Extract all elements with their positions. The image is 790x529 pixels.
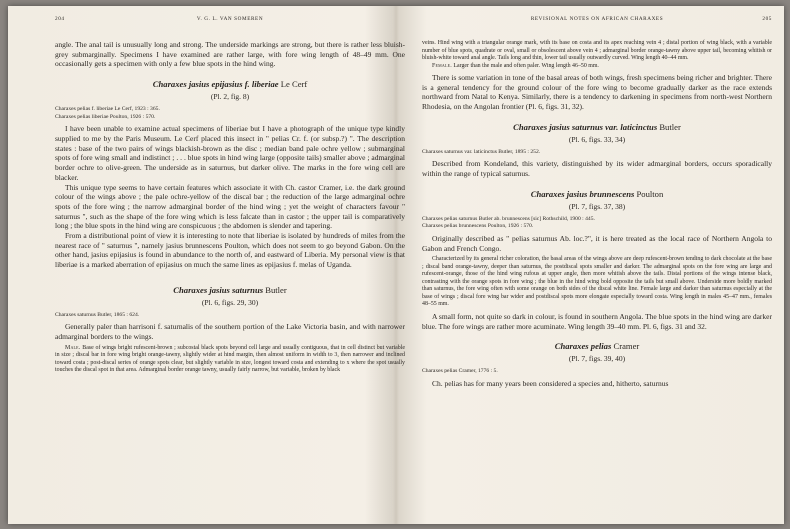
heading-laticinctus: [422, 122, 772, 133]
plate-ref-laticinctus: (Pl. 6, figs. 33, 34): [568, 134, 626, 144]
plate-ref-pelias: (Pl. 7, figs. 39, 40): [568, 354, 626, 364]
synonym-laticinctus: Charaxes saturnus var. laticinctus Butler, 1895 : 252.: [422, 148, 541, 155]
left-running-head: [55, 16, 405, 26]
heading-saturnus: [55, 285, 405, 296]
female-description-text: Larger than the male and often paler. Wing length 46–50 mm.: [453, 62, 599, 69]
heading-brunnescens-author: Poulton: [636, 188, 664, 199]
plate-ref-saturnus: (Pl. 6, figs. 29, 30): [201, 297, 259, 307]
right-paragraph-last: Ch. pelias has for many years been considered a species and, hitherto, saturnus: [432, 378, 669, 388]
male-description: [55, 345, 405, 375]
left-paragraph-1: angle. The anal tail is unusually long and strong. The underside markings are strong, but there is rather less bluish-grey submarginally. Specimens I have examined are rather large, with fore wing length of 48–49 mm. One occasionally gets a specimen with only a few blue spots in the hind wing.: [55, 40, 405, 69]
right-paragraph-kondeland: Described from Kondeland, this variety, distinguished by its wider admarginal borders, occurs sporadically within the range of typical saturnus.: [422, 159, 772, 179]
left-paragraph-4: From a distributional point of view it is interesting to note that liberiae is isolated by hundreds of miles from the nearest race of " saturnus ", namely jasius brunnescens Poulton, which does not seem to go beyond Gabon. On the other hand, jasius epijasius is found in abundance to the north of, and eastward of Liberia. My personal view is that liberiae is a marked aberration of epijasius on much the same lines as epijasius f. melas of Uganda.: [55, 231, 405, 270]
left-paragraph-5: Generally paler than harrisoni f. saturnalis of the southern portion of the Lake Victoria basin, and with narrower admarginal borders to the wings.: [55, 322, 405, 342]
synonym-liberiae-1: Charaxes pelias f. liberiae Le Cerf, 1923 : 365.: [55, 106, 160, 113]
synonym-liberiae-2: Charaxes pelias liberiae Poulton, 1926 : 570.: [55, 113, 156, 120]
right-paragraph-originally: Originally described as " pelias saturnus Ab. loc.?", it is here treated as the local race of Northern Angola to Gabon and French Congo.: [422, 234, 772, 253]
synonym-saturnus: Charaxes saturnus Butler, 1865 : 624.: [55, 311, 140, 318]
male-label: Male.: [65, 344, 81, 351]
left-paragraph-3: This unique type seems to have certain features which associate it with Ch. castor Cramer, i.e. the dark ground colour of the wings above ; the pale ochre-yellow of the discal bar ; the reduction of the large admarginal ochre spots of the fore wing ; the narrow admarginal border of the hind wing ; yet the weight of characters favour " saturnus ", such as the shape of the fore wing which is less falcate than in castor ; the upper tail is comparatively long ; the blue spots in the hind wing are conspicuous ; the abdomen is slender and tapering.: [55, 182, 405, 231]
heading-saturnus-name: Charaxes jasius saturnus: [173, 284, 264, 295]
heading-brunnescens: [422, 189, 772, 200]
female-label: Female.: [432, 62, 452, 69]
synonym-brunnescens-1: Charaxes pelias saturnus Butler ab. brunnescens [sic] Rothschild, 1900 : 445.: [422, 215, 595, 222]
heading-pelias-name: Charaxes pelias: [554, 341, 612, 352]
heading-liberiae: [55, 79, 405, 90]
synonym-pelias: Charaxes pelias Cramer, 1776 : 5.: [422, 368, 498, 375]
right-running-title: REVISIONAL NOTES ON AFRICAN CHARAXES: [530, 16, 664, 22]
right-running-head: [422, 16, 772, 26]
heading-saturnus-author: Butler: [265, 284, 287, 295]
male-description-text: Base of wings bright rufescent-brown ; subcostal black spots beyond cell large and usually contiguous, that in cell distinct but variable in size ; discal bar in fore wing bright orange-tawny, slightly wider at hind margin, then almost uniform in width to 3, then narrower and inclined toward costa ; post-discal series of orange spots clear, but slightly variable in size, longest toward costa and extending to x where the spot usually touches the discal spot in that area. Admarginal border orange tawny, usually fairly narrow, but variable, broken by black: [55, 344, 405, 374]
left-page: [55, 16, 405, 375]
heading-laticinctus-author: Butler: [659, 121, 681, 132]
heading-liberiae-name: Charaxes jasius epijasius f. liberiae: [152, 79, 279, 90]
right-paragraph-variation: There is some variation in tone of the basal areas of both wings, fresh specimens being richer and brighter. There is a general tendency for the ground colour of the fore wing to become gradually darker as the race extends northward from Natal to Kenya. Similarly, there is a tendency to darkening in specimens from north-west Northern Rhodesia, on the Angolan frontier (Pl. 6, figs. 31, 32).: [422, 73, 772, 112]
left-running-title: V. G. L. VAN SOMEREN: [196, 16, 264, 22]
book-spread: [8, 6, 784, 524]
plate-ref-liberiae: (Pl. 2, fig. 8): [210, 92, 250, 102]
heading-brunnescens-name: Charaxes jasius brunnescens: [530, 188, 635, 199]
heading-pelias-author: Cramer: [613, 341, 640, 352]
heading-liberiae-author: Le Cerf: [280, 79, 308, 90]
left-page-number: 204: [55, 16, 65, 22]
female-description: [422, 63, 772, 71]
left-paragraph-2: I have been unable to examine actual specimens of liberiae but I have a photograph of the unique type kindly supplied to me by the Paris Museum. Le Cerf placed this insect in " pelias Cr. f. (or subsp.?) ". The description states : base of the two pairs of wings blackish-brown as the disc ; median band pale ochre yellow ; submarginal spots of fore wing small and indistinct ; . . . blue spots in hind wing large (opposite tails) smaller above ; admarginal border ochre to olive-green. The underside as in saturnus, but darker olive. The marks in the fore wing cell are blacker.: [55, 124, 405, 182]
heading-pelias: [422, 341, 772, 352]
right-page: [422, 16, 772, 389]
right-male-continued: veins. Hind wing with a triangular orange mark, with its base on costa and its apex reaching vein 4 ; distal portion of wing black, with a variable number of blue spots, quadrate or oval, small or obsolescent above vein 4 ; admarginal border orange-tawny above upper tail, becoming whitish or bluish-white toward anal angle. Tails long and thin, lower tail usually outwardly curved. Wing length 40–44 mm.: [422, 40, 772, 61]
synonym-brunnescens-2: Charaxes pelias brunnescens Poulton, 1926 : 570.: [422, 223, 534, 230]
right-paragraph-small-form: A small form, not quite so dark in colour, is found in southern Angola. The blue spots in the hind wing are darker blue. The fore wings are rather more acuminate. Wing length 39–40 mm. Pl. 6, figs. 31 and 32.: [422, 311, 772, 331]
right-characterized: Characterized by its general richer coloration, the basal areas of the wings above are deep rufescent-brown tending to dark chocolate at the base ; discal band orange-tawny, deeper than saturnus, the postdiscal spots smaller and darker. The admarginal spots on the fore wing are large and rufescent-orange, those of the hind wing rufous at upper angle, then more whitish above the tails. Distal portions of the wings intense black, contrasting with the orange spots in fore wing ; the blue in the hind wing bold opposite the tails but small above. Underside more boldly marked than saturnus, the fore wing often with some orange on both sides of the discal white line. Female large and darker than saturnus especially at the base of wings ; discal fore wing bar wider and postdiscal spots more elongate especially toward costa. Wing length in males 45–47 mm., females 48–55 mm.: [422, 256, 772, 308]
heading-laticinctus-name: Charaxes jasius saturnus var. laticinctus: [513, 121, 658, 132]
plate-ref-brunnescens: (Pl. 7, figs. 37, 38): [568, 201, 626, 211]
right-page-number: 205: [762, 16, 772, 22]
